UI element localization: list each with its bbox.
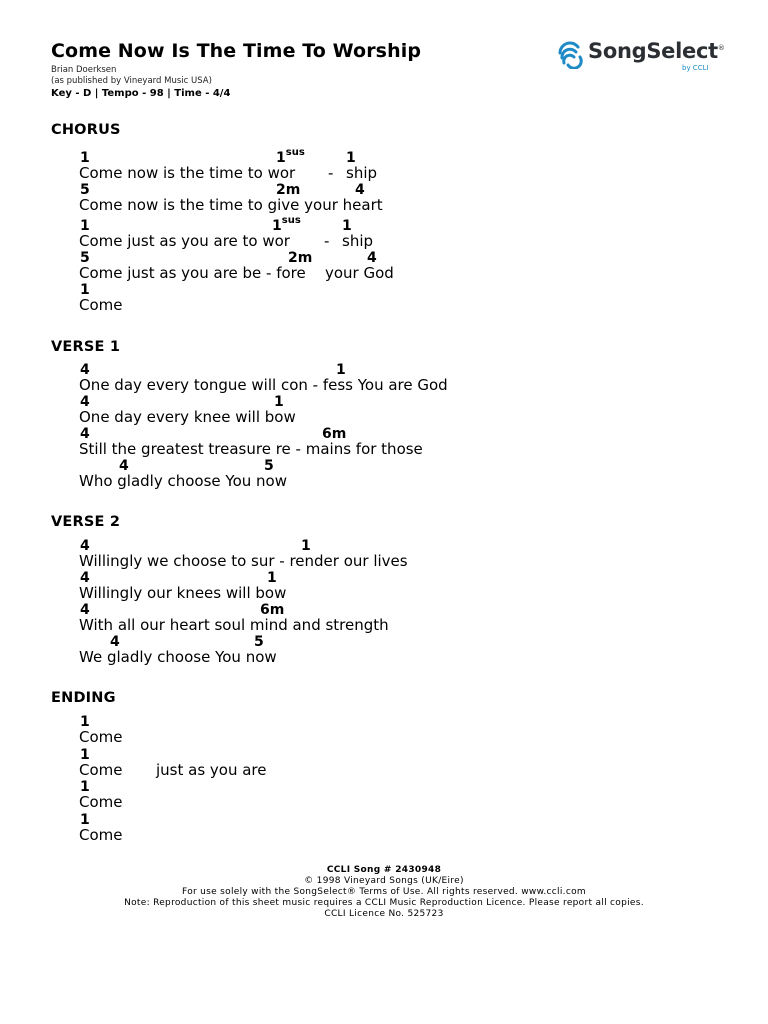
lyric-line: Come	[79, 728, 123, 746]
lyric-line: With all our heart soul mind and strength	[79, 616, 389, 634]
lyric-line: Still the greatest treasure re - mains for those	[79, 440, 423, 458]
lyric-line: Come just as you are be - fore	[79, 264, 306, 282]
key-tempo-time: Key - D | Tempo - 98 | Time - 4/4	[51, 88, 231, 99]
lyric-line: Willingly our knees will bow	[79, 584, 287, 602]
chord: 4	[355, 182, 365, 198]
lyric-line: Come just as you are to wor	[79, 232, 290, 250]
reproduction-note: Note: Reproduction of this sheet music requires a CCLI Music Reproduction Licence. Please report all copies.	[124, 898, 644, 908]
chord: 4	[367, 250, 377, 266]
section-heading-verse-2: VERSE 2	[51, 514, 121, 530]
chord: $1^{sus}$	[276, 147, 305, 166]
lyric-line: just as you are	[156, 761, 267, 779]
chord: 2m	[288, 250, 313, 266]
chord: 1	[342, 218, 352, 234]
chord: 6m	[322, 426, 347, 442]
chord: 5	[80, 182, 90, 198]
ccli-song-number: CCLI Song # 2430948	[326, 865, 442, 875]
chord: 1	[336, 362, 346, 378]
lyric-line: Who gladly choose You now	[79, 472, 287, 490]
lyric-line: ship	[342, 232, 374, 250]
lyric-line: Come now is the time to give your heart	[79, 196, 383, 214]
ccli-licence-number: CCLI Licence No. 525723	[324, 909, 444, 919]
section-heading-ending: ENDING	[51, 690, 116, 706]
song-author: Brian Doerksen	[51, 65, 117, 75]
chord: 1	[80, 714, 90, 730]
chord: 4	[80, 426, 90, 442]
chord: 1	[80, 747, 90, 763]
chord: 1	[301, 538, 311, 554]
songselect-logo	[556, 38, 726, 78]
chord: 4	[80, 538, 90, 554]
lyric-line: Come	[79, 296, 123, 314]
lyric-line: Come now is the time to wor	[79, 164, 296, 182]
lyric-line: One day every knee will bow	[79, 408, 296, 426]
lyric-line: -	[324, 232, 330, 250]
chord: 1	[80, 218, 90, 234]
copyright-notice: © 1998 Vineyard Songs (UK/Eire)	[304, 876, 464, 886]
chord: 4	[80, 394, 90, 410]
songselect-logo-icon	[556, 41, 584, 69]
terms-notice: For use solely with the SongSelect® Terms of Use. All rights reserved. www.ccli.com	[182, 887, 586, 897]
lyric-line: Come	[79, 793, 123, 811]
lyric-line: Come	[79, 761, 123, 779]
lyric-line: -	[328, 164, 334, 182]
chord: 4	[80, 362, 90, 378]
chord: 6m	[260, 602, 285, 618]
chord: 5	[264, 458, 274, 474]
chord: 1	[274, 394, 284, 410]
chord: 1	[80, 150, 90, 166]
chord: 5	[254, 634, 264, 650]
lyric-line: Come	[79, 826, 123, 844]
lyric-line: your God	[325, 264, 394, 282]
chord: 1	[267, 570, 277, 586]
lyric-line: ship	[346, 164, 378, 182]
chord: 4	[80, 570, 90, 586]
chord: 1	[346, 150, 356, 166]
chord: 4	[110, 634, 120, 650]
lyric-line: We gladly choose You now	[79, 648, 277, 666]
chord: 5	[80, 250, 90, 266]
songselect-logo-text: SongSelect®	[588, 39, 725, 63]
chord: $1^{sus}$	[272, 215, 301, 234]
chord: 1	[80, 282, 90, 298]
publisher-note: (as published by Vineyard Music USA)	[51, 76, 212, 86]
section-heading-chorus: CHORUS	[51, 122, 121, 138]
chord: 2m	[276, 182, 301, 198]
lyric-line: One day every tongue will con - fess You are God	[79, 376, 448, 394]
section-heading-verse-1: VERSE 1	[51, 339, 121, 355]
songselect-logo-sub: by CCLI	[682, 64, 709, 72]
chord: 4	[119, 458, 129, 474]
chord: 1	[80, 812, 90, 828]
chord: 4	[80, 602, 90, 618]
song-title: Come Now Is The Time To Worship	[51, 40, 422, 62]
chord: 1	[80, 779, 90, 795]
lyric-line: Willingly we choose to sur - render our lives	[79, 552, 408, 570]
